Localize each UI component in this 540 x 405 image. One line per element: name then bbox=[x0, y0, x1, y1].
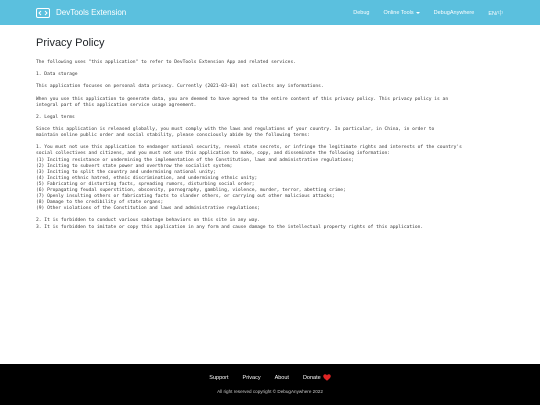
footer-donate-link[interactable] bbox=[303, 374, 331, 381]
footer-privacy-link[interactable]: Privacy bbox=[242, 374, 261, 381]
nav-debug[interactable]: Debug bbox=[353, 9, 370, 16]
policy-line: 2. Legal terms bbox=[36, 114, 75, 120]
policy-line: (1) Inciting resistance or undermining the implementation of the Constitution, laws and administrative regulations; bbox=[36, 157, 355, 163]
nav-online-tools-dropdown[interactable] bbox=[383, 10, 419, 16]
code-brackets-icon bbox=[36, 8, 50, 18]
policy-line: The following uses "this application" to refer to DevTools Extension App and related services. bbox=[36, 60, 296, 65]
nav-online-tools-label: Online Tools bbox=[383, 9, 414, 16]
footer bbox=[0, 364, 540, 405]
policy-line: (9) Other violations of the Constitution and laws and administrative regulations; bbox=[36, 206, 261, 212]
footer-donate-label: Donate bbox=[302, 374, 321, 381]
policy-line: This application focuses on personal data privacy. Currently (2021-03-03) not collects any informations. bbox=[36, 84, 324, 90]
brand-link[interactable] bbox=[36, 8, 126, 18]
policy-line: (5) Fabricating or distorting facts, spreading rumors, disturbing social order; bbox=[36, 181, 255, 187]
main-content bbox=[0, 25, 540, 364]
caret-down-icon bbox=[416, 12, 420, 14]
footer-links bbox=[0, 374, 540, 381]
policy-line: When you use this application to generate data, you are deemed to have agreed to the entire content of this privacy policy. This privacy policy is an bbox=[36, 96, 449, 102]
policy-line: 1. Data storage bbox=[36, 72, 78, 78]
policy-line: (6) Propagating feudal superstition, obscenity, pornography, gambling, violence, murder, terror, abetting crime; bbox=[36, 187, 346, 193]
policy-line: (4) Inciting ethnic hatred, ethnic discrimination, and undermining ethnic unity; bbox=[36, 175, 258, 181]
nav-menu bbox=[339, 9, 503, 17]
policy-line: maintain online public order and social stability, please consciously abide by the following terms: bbox=[36, 133, 310, 139]
brand-name: DevTools Extension bbox=[56, 8, 127, 17]
policy-line: Since this application is released globally, you must comply with the laws and regulations of your country. In particular, in China, in order to bbox=[36, 127, 435, 133]
policy-line: 2. It is forbidden to conduct various sabotage behaviors on this site in any way. bbox=[36, 218, 261, 224]
policy-line: 1. You must not use this application to endanger national security, reveal state secrets, or infringe the legitimate rights and interests of the country's bbox=[36, 145, 462, 151]
policy-line: social collectives and citizens, and you must not use this application to make, copy, and disseminate the following information: bbox=[36, 151, 391, 157]
copyright-text: All right reserved copyright © DebugAnywhere 2022 bbox=[217, 389, 323, 394]
top-navbar bbox=[0, 0, 540, 25]
page-title: Privacy Policy bbox=[36, 37, 105, 49]
policy-line: (7) Openly insulting others or fabricating facts to slander others, or carrying out other malicious attacks; bbox=[36, 194, 335, 200]
heart-icon bbox=[323, 374, 331, 381]
policy-line: integral part of this application service usage agreement. bbox=[36, 102, 197, 108]
policy-text bbox=[36, 60, 506, 231]
footer-support-link[interactable]: Support bbox=[209, 374, 229, 381]
policy-line: (8) Damage to the credibility of state organs; bbox=[36, 200, 164, 206]
policy-line: (3) Inciting to split the country and undermining national unity; bbox=[36, 169, 216, 175]
nav-debuganywhere[interactable]: DebugAnywhere bbox=[433, 9, 475, 16]
footer-about-link[interactable]: About bbox=[274, 374, 289, 381]
nav-language-toggle[interactable]: EN/中 bbox=[488, 10, 503, 17]
policy-line: 3. It is forbidden to imitate or copy this application in any form and cause damage to the intellectual property rights of this application. bbox=[36, 224, 424, 230]
policy-line: (2) Inciting to subvert state power and overthrow the socialist system; bbox=[36, 163, 233, 169]
